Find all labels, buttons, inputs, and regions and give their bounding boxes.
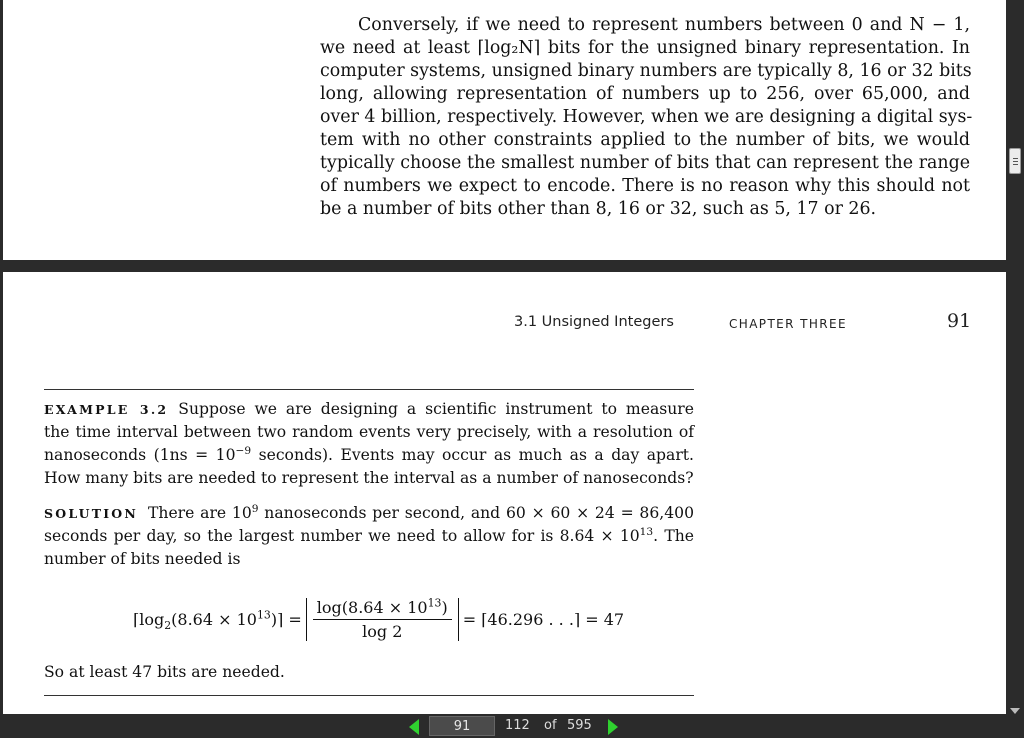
- example-text: nanoseconds ($1ns = 10^{-9}$ seconds). Events may occur as much as a day apart.: [44, 444, 694, 464]
- paragraph-line: be a number of bits other than 8, 16 or 32, such as 5, 17 or 26.: [320, 199, 877, 219]
- example-text: How many bits are needed to represent the interval as a number of nanoseconds?: [44, 469, 694, 487]
- paragraph-line: of numbers we expect to encode. There is no reason why this should not: [320, 176, 970, 196]
- solution-text: seconds per day, so the largest number we need to allow for is $8.64 \times 10^{13}$. The: [44, 525, 694, 545]
- example-text: the time interval between two random events very precisely, with a resolution of: [44, 423, 694, 441]
- running-header-chapter: CHAPTER THREE: [729, 317, 847, 331]
- solution-text: number of bits needed is: [44, 550, 241, 568]
- body-paragraph: [320, 14, 973, 221]
- page-bottom: [3, 272, 1006, 714]
- total-pages: 595: [567, 718, 592, 733]
- equation: [133, 594, 624, 644]
- equation-left: $⌈\log_2(8.64$ × $10^{13})⌉$ =: [133, 608, 302, 632]
- example-label: EXAMPLE 3.2: [44, 402, 169, 417]
- paragraph-line: tem with no other constraints applied to the number of bits, we would: [320, 130, 970, 150]
- page-top: [3, 0, 1006, 260]
- conclusion-text: So at least 47 bits are needed.: [44, 663, 285, 681]
- of-label: of: [544, 718, 557, 733]
- example-block: [44, 398, 694, 490]
- page-navigation-bar: [0, 714, 1024, 738]
- divider-bottom: [44, 695, 694, 696]
- scrollbar-thumb[interactable]: [1009, 148, 1021, 174]
- divider-top: [44, 389, 694, 390]
- equation-right: = ⌈46.296 . . .⌉ = 47: [462, 609, 625, 629]
- paragraph-line: we need at least ⌈log₂N⌉ bits for the unsigned binary representation. In: [320, 38, 970, 58]
- absolute-page-number: 112: [505, 718, 530, 733]
- paragraph-line: computer systems, unsigned binary numbers are typically 8, 16 or 32 bits: [320, 61, 972, 81]
- fraction-numerator: $\log(8.64 \times 10^{13})$: [313, 598, 452, 620]
- paragraph-line: typically choose the smallest number of bits that can represent the range: [320, 153, 970, 173]
- page-number-input[interactable]: [429, 716, 495, 736]
- next-page-icon[interactable]: [608, 719, 618, 735]
- solution-label: SOLUTION: [44, 506, 138, 521]
- paragraph-line: Conversely, if we need to represent numbers between 0 and N − 1,: [358, 15, 970, 35]
- paragraph-line: over 4 billion, respectively. However, when we are designing a digital sys-: [320, 107, 973, 127]
- fraction-denominator: log 2: [362, 621, 403, 641]
- page-number: 91: [947, 310, 972, 332]
- paragraph-line: long, allowing representation of numbers up to 256, over 65,000, and: [320, 84, 970, 104]
- equation-fraction: [306, 598, 459, 641]
- vertical-scrollbar[interactable]: [1006, 0, 1024, 714]
- running-header-section: 3.1 Unsigned Integers: [514, 314, 674, 330]
- previous-page-icon[interactable]: [409, 719, 419, 735]
- example-text: Suppose we are designing a scientific instrument to measure: [178, 400, 694, 418]
- solution-block: SOLUTION There are $10^9$ nanoseconds per second, and 60 × 60 × 24 = 86,400 seconds per day, so the largest number we need to allow for is $8.64 \times 10^{13}$. The number of bits needed is: [44, 502, 694, 571]
